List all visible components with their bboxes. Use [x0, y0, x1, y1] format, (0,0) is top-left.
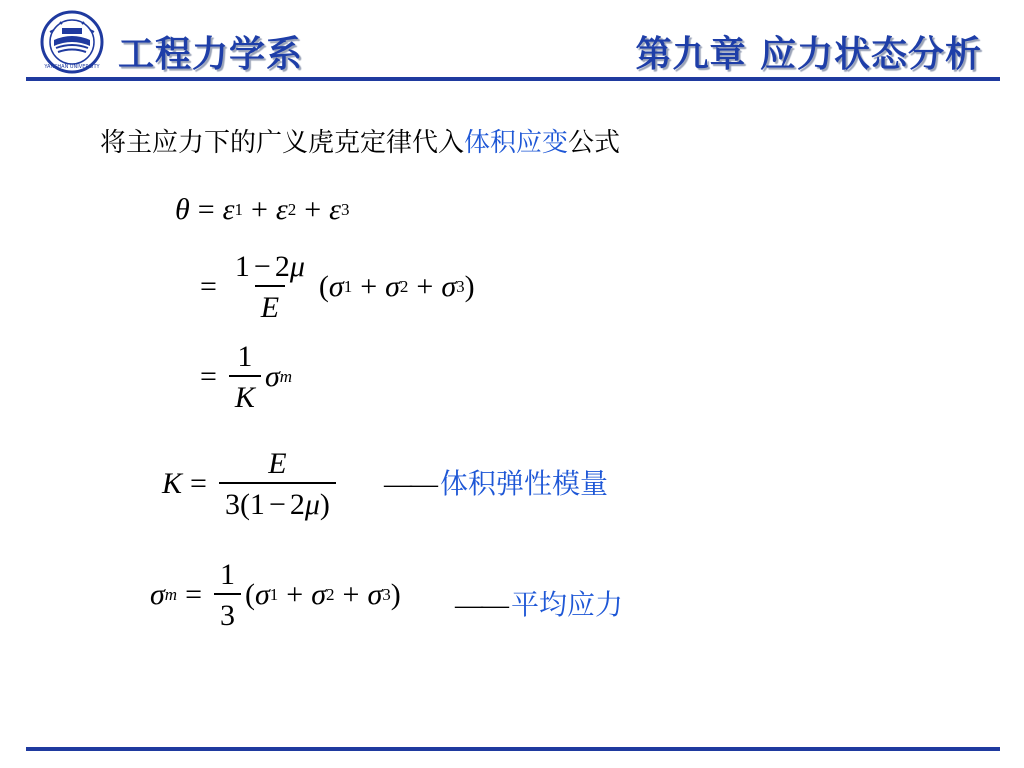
equation-volumetric-strain: θ = ε 1 + ε 2 + ε 3 [175, 193, 350, 226]
equation-mean-stress: σ m = $\frac{1}{3}$ ( σ 1 + σ 2 + σ 3 ) [150, 558, 401, 632]
header-rule [26, 77, 1000, 81]
intro-sentence [100, 122, 620, 159]
equation-bulk-modulus: K = $\frac{E}{3(1 - 2\mu)}$ [162, 447, 340, 521]
department-title: 工程力学系 [118, 34, 304, 75]
note-mean-stress-label: 平均应力 [511, 588, 624, 621]
equation-strain-from-stress: = $\frac{1 - 2\mu}{E}$ ( σ 1 + σ 2 + σ 3 ) [200, 250, 475, 324]
intro-prefix: 将主应力下的广义虎克定律代入 [100, 128, 465, 158]
equation-mean-stress-form: = $\frac{1}{K}$ σ m [200, 340, 293, 414]
note-bulk-modulus [384, 462, 608, 502]
university-logo [40, 10, 104, 74]
intro-suffix: 公式 [568, 128, 621, 158]
footer-rule [26, 747, 1000, 751]
note-dash-2: —— [455, 590, 507, 621]
university-seal-icon [40, 10, 104, 74]
svg-text:YANSHAN UNIVERSITY: YANSHAN UNIVERSITY [44, 64, 100, 70]
note-bulk-modulus-label: 体积弹性模量 [440, 467, 609, 500]
note-mean-stress [455, 583, 623, 623]
chapter-title: 第九章 应力状态分析 [635, 34, 982, 75]
intro-highlight: 体积应变 [464, 128, 569, 158]
note-dash: —— [384, 469, 436, 500]
